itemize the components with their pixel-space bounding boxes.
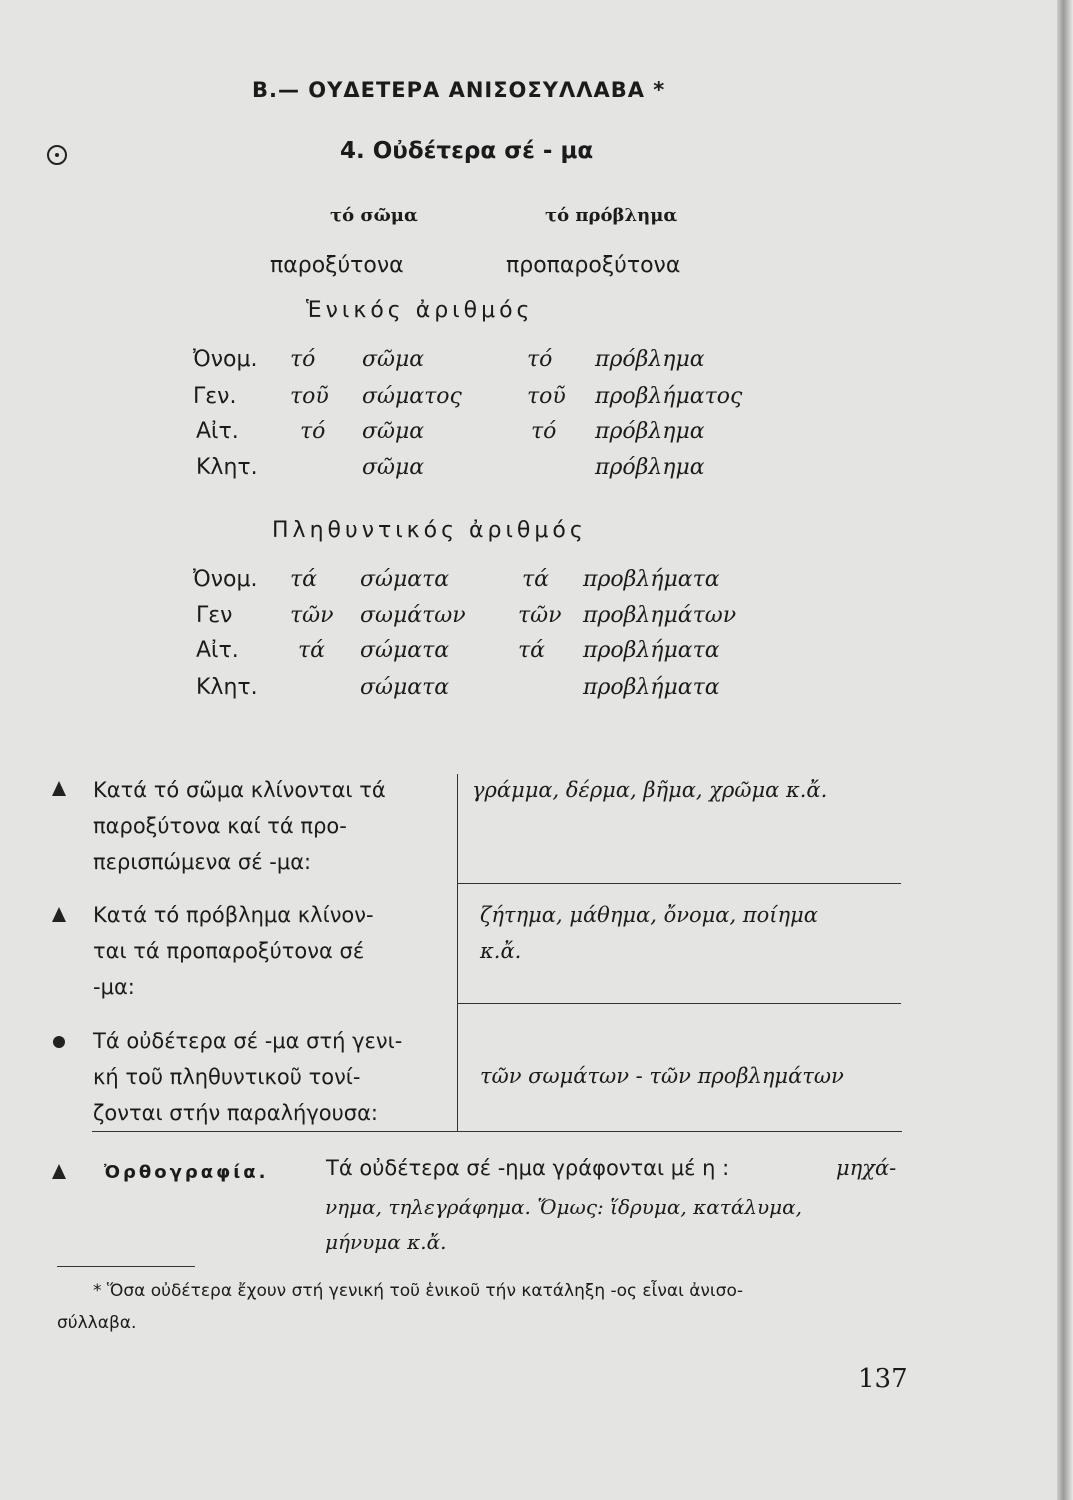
rule-text [93, 772, 386, 880]
column-divider [457, 774, 458, 1132]
article: τοῦ [290, 384, 329, 409]
article: τά [298, 638, 326, 663]
plural-heading: Πληθυντικός ἀριθμός [272, 518, 587, 543]
article: τό [300, 419, 326, 444]
form-provlima: προβλήματος [595, 384, 743, 409]
orthography-examples: μηχά- [836, 1156, 897, 1180]
orthography-label: Ὀρθογραφία. [104, 1162, 269, 1183]
form-soma: σωμάτων [360, 603, 466, 628]
article: τό [290, 347, 316, 372]
form-provlima: προβλήματα [583, 675, 720, 700]
example-line: κ.ἄ. [480, 939, 522, 963]
case-label: Γεν. [193, 384, 237, 409]
case-label: Ὀνομ. [193, 347, 258, 372]
case-label: Ὀνομ. [193, 567, 258, 592]
article: τά [522, 567, 550, 592]
rule-examples [480, 1058, 844, 1094]
accent-type-proparoxytona: προπαροξύτονα [506, 253, 681, 278]
footnote-rule [57, 1266, 195, 1267]
example-line: ζήτημα, μάθημα, ὄνομα, ποίημα [480, 903, 818, 927]
article: τῶν [518, 603, 562, 628]
rule-line: Κατά τό σῶμα κλίνονται τά [93, 778, 386, 802]
form-soma: σῶμα [362, 455, 425, 480]
rule-line: περισπώμενα σέ -μα: [93, 850, 312, 874]
case-label: Κλητ. [196, 675, 258, 700]
rule-line: παροξύτονα καί τά προ- [93, 814, 347, 838]
page-edge [1057, 0, 1073, 1500]
singular-heading: Ἑνικός ἀριθμός [306, 298, 534, 323]
form-soma: σώματα [360, 675, 450, 700]
article: τοῦ [527, 384, 566, 409]
article: τά [290, 567, 318, 592]
form-provlima: πρόβλημα [595, 347, 705, 372]
triangle-bullet-icon [52, 1164, 66, 1179]
rule-line: Τά οὐδέτερα σέ -μα στή γενι- [93, 1029, 403, 1053]
footnote-line-2: σύλλαβα. [57, 1313, 137, 1333]
orthography-line-3: μήνυμα κ.ἄ. [325, 1230, 447, 1254]
case-label: Αἰτ. [196, 638, 239, 663]
form-provlima: προβλήματα [583, 638, 720, 663]
lesson-title: 4. Οὐδέτερα σέ - μα [340, 138, 594, 164]
section-title: Β.— ΟΥΔΕΤΕΡΑ ΑΝΙΣΟΣΥΛΛΑΒΑ * [252, 78, 666, 102]
rule-line: -μα: [93, 975, 135, 999]
example-line: τῶν σωμάτων - τῶν προβλημάτων [480, 1064, 844, 1088]
rule-line: κή τοῦ πληθυντικοῦ τονί- [93, 1065, 361, 1089]
form-provlima: πρόβλημα [595, 419, 705, 444]
row-divider [457, 883, 901, 884]
rule-line: ζονται στήν παραλήγουσα: [93, 1101, 378, 1125]
case-label: Αἰτ. [196, 419, 239, 444]
form-provlima: προβλημάτων [583, 603, 737, 628]
triangle-bullet-icon [52, 781, 66, 796]
triangle-bullet-icon [52, 907, 66, 922]
model-word-provlima: τό πρόβλημα [545, 205, 678, 226]
dot-bullet-icon [53, 1036, 65, 1048]
form-soma: σῶμα [362, 419, 425, 444]
form-soma: σώματος [362, 384, 462, 409]
row-divider [457, 1003, 901, 1004]
case-label: Γεν [196, 603, 233, 628]
rule-examples [472, 772, 827, 808]
example-line: γράμμα, δέρμα, βῆμα, χρῶμα κ.ἄ. [472, 778, 828, 802]
form-soma: σώματα [360, 567, 450, 592]
form-soma: σῶμα [362, 347, 425, 372]
form-provlima: προβλήματα [583, 567, 720, 592]
rule-line: Κατά τό πρόβλημα κλίνον- [93, 903, 374, 927]
footnote-line-1: * Ὅσα οὐδέτερα ἔχουν στή γενική τοῦ ἑνικοῦ τήν κατάληξη -ος εἶναι ἀνισο- [93, 1281, 743, 1301]
case-label: Κλητ. [196, 455, 258, 480]
article: τά [518, 638, 546, 663]
accent-type-paroxytona: παροξύτονα [270, 253, 404, 278]
rule-text [93, 1023, 402, 1131]
orthography-line-2: νημα, τηλεγράφημα. Ὅμως: ἵδρυμα, κατάλυμα, [325, 1195, 803, 1219]
rule-text [93, 897, 374, 1005]
table-bottom-rule [92, 1131, 902, 1132]
target-circle-icon [47, 145, 67, 165]
model-word-soma: τό σῶμα [330, 205, 418, 226]
form-provlima: πρόβλημα [595, 455, 705, 480]
rule-line: ται τά προπαροξύτονα σέ [93, 939, 365, 963]
article: τό [527, 347, 553, 372]
form-soma: σώματα [360, 638, 450, 663]
orthography-text: Τά οὐδέτερα σέ -ημα γράφονται μέ η : [326, 1156, 730, 1180]
page-number: 137 [858, 1364, 908, 1394]
article: τό [531, 419, 557, 444]
article: τῶν [290, 603, 334, 628]
rule-examples [480, 897, 818, 969]
